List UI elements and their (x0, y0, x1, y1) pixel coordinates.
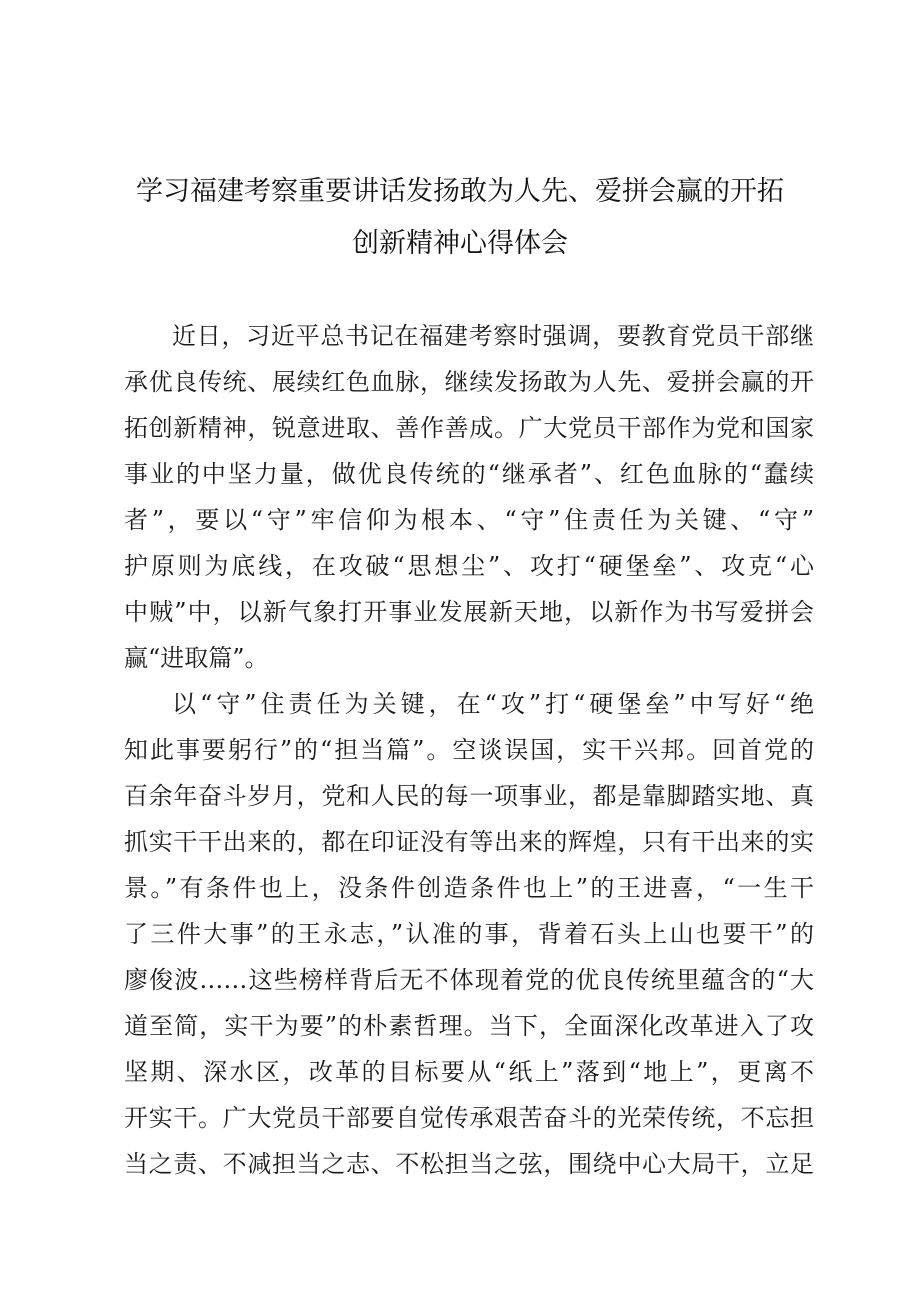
paragraph-line: 廖俊波……这些榜样背后无不体现着党的优良传统里蕴含的“大 (124, 966, 814, 994)
paragraph-line: 以“守”住责任为关键，在“攻”打“硬堡垒”中写好“绝 (172, 690, 814, 718)
paragraph-line: 景。”有条件也上，没条件创造条件也上”的王进喜，“一生干 (124, 874, 814, 902)
paragraph-line: 护原则为底线，在攻破“思想尘”、攻打“硬堡垒”、攻克“心 (124, 552, 814, 580)
paragraph-line: 坚期、深水区，改革的目标要从“纸上”落到“地上”，更离不 (124, 1058, 814, 1086)
paragraph-line: 知此事要躬行”的“担当篇”。空谈误国，实干兴邦。回首党的 (124, 736, 814, 764)
paragraph-line: 开实干。广大党员干部要自觉传承艰苦奋斗的光荣传统，不忘担 (124, 1104, 814, 1132)
paragraph-line: 者”，要以“守”牢信仰为根本、“守”住责任为关键、“守” (124, 506, 814, 534)
paragraph-line: 了三件大事”的王永志，”认准的事，背着石头上山也要干”的 (124, 920, 814, 948)
document-title-line-2: 创新精神心得体会 (352, 228, 568, 259)
paragraph-line: 中贼”中，以新气象打开事业发展新天地，以新作为书写爱拼会 (124, 598, 814, 626)
paragraph-line: 抓实干干出来的，都在印证没有等出来的辉煌，只有干出来的实 (124, 828, 814, 856)
paragraph-line: 事业的中坚力量，做优良传统的“继承者”、红色血脉的“蠢续 (124, 460, 814, 488)
paragraph-line: 道至简，实干为要”的朴素哲理。当下，全面深化改革进入了攻 (124, 1012, 814, 1040)
paragraph-line: 赢“进取篇”。 (124, 644, 269, 672)
paragraph-line: 当之责、不减担当之志、不松担当之弦，围绕中心大局干，立足 (124, 1150, 814, 1178)
paragraph-line: 近日，习近平总书记在福建考察时强调，要教育党员干部继 (172, 322, 814, 350)
document-title-line-1: 学习福建考察重要讲话发扬敢为人先、爱拼会赢的开拓 (136, 176, 784, 207)
paragraph-line: 百余年奋斗岁月，党和人民的每一项事业，都是靠脚踏实地、真 (124, 782, 814, 810)
paragraph-line: 拓创新精神，锐意进取、善作善成。广大党员干部作为党和国家 (124, 414, 814, 442)
paragraph-line: 承优良传统、展续红色血脉，继续发扬敢为人先、爱拼会赢的开 (124, 368, 814, 396)
